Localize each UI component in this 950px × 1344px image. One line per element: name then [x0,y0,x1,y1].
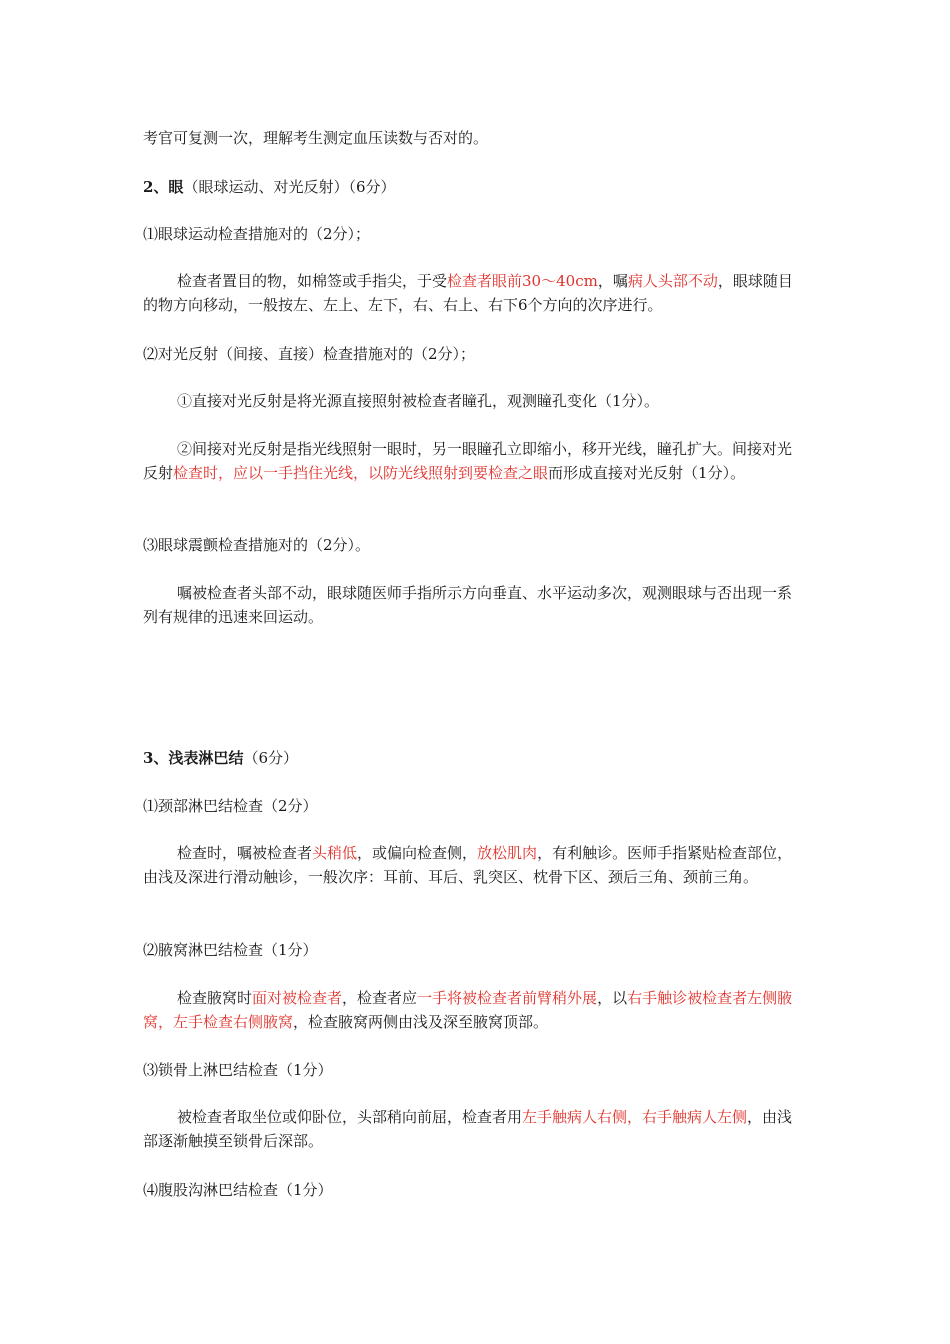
body-text: ，或偏向检查侧， [357,844,478,862]
highlighted-text: 一手将被检查者前臂稍外展 [417,989,598,1007]
section-3-item-2-body [143,986,803,1034]
body-text: 检查者置目的物，如棉签或手指尖，于受 [177,272,448,290]
highlighted-text: 检查者眼前30～40cm [447,272,598,290]
highlighted-text: 病人头部不动 [627,272,718,290]
section-3-item-1-title: ⑴颈部淋巴结检查（2分） [143,797,318,815]
body-text: 检查腋窝时 [177,989,253,1007]
body-text: ②间接对光反射是指光线照射一眼时，另一眼瞳孔立即缩小，移开光线，瞳孔扩大。间接对光反射 [143,440,793,482]
section-3-item-4-title: ⑷腹股沟淋巴结检查（1分） [143,1181,333,1199]
section-2-number: 2、眼 [143,178,184,196]
body-text: 而形成直接对光反射（1分）。 [548,464,746,482]
section-3-item-3-body [143,1105,803,1153]
body-text: ，由浅部逐渐触摸至锁骨后深部。 [143,1108,793,1150]
section-3-number: 3、浅表淋巴结 [143,749,244,767]
section-2-item-2-direct: ①直接对光反射是将光源直接照射被检查者瞳孔，观测瞳孔变化（1分）。 [177,392,660,410]
section-3-item-3-title: ⑶锁骨上淋巴结检查（1分） [143,1061,333,1079]
body-text: 被检查者取坐位或仰卧位，头部稍向前屈，检查者用 [177,1108,523,1126]
body-text: ，嘱 [597,272,628,290]
section-3-item-2-title: ⑵腋窝淋巴结检查（1分） [143,941,318,959]
section-2-item-1-body [143,269,803,317]
section-2-item-2-indirect [143,437,803,485]
body-text: ，眼球随目的物方向移动，一般按左、左上、左下，右、右上、右下6个方向的次序进行。 [143,272,793,314]
highlighted-text: 放松肌肉 [477,844,538,862]
highlighted-text: 右手触诊被检查者左侧腋窝，左手检查右侧腋窝 [143,989,793,1031]
section-2-detail: （眼球运动、对光反射）（6分） [183,178,396,196]
body-text: 检查时，嘱被检查者 [177,844,313,862]
section-3-item-1-body [143,841,803,889]
section-2-item-1-title: ⑴眼球运动检查措施对的（2分）； [143,225,371,243]
body-text: ，检查者应 [342,989,418,1007]
section-2-item-3-title: ⑶眼球震颤检查措施对的（2分）。 [143,536,371,554]
section-3-detail: （6分） [243,749,298,767]
section-2-item-2-title: ⑵对光反射（间接、直接）检查措施对的（2分）； [143,345,476,363]
section-2-item-3-body: 嘱被检查者头部不动，眼球随医师手指所示方向垂直、水平运动多次，观测眼球与否出现一系列有规律的迅速来回运动。 [143,584,793,626]
section-2-heading [143,175,813,199]
body-text: ，有利触诊。医师手指紧贴检查部位，由浅及深进行滑动触诊，一般次序：耳前、耳后、乳突区、枕骨下区、颈后三角、颈前三角。 [143,844,793,886]
intro-line: 考官可复测一次，理解考生测定血压读数与否对的。 [143,129,489,147]
body-text: ，检查腋窝两侧由浅及深至腋窝顶部。 [293,1013,549,1031]
highlighted-text: 检查时，应以一手挡住光线，以防光线照射到要检查之眼 [173,464,549,482]
body-text: ，以 [597,989,628,1007]
highlighted-text: 面对被检查者 [252,989,343,1007]
highlighted-text: 左手触病人右侧，右手触病人左侧 [522,1108,748,1126]
section-3-heading [143,746,813,770]
highlighted-text: 头稍低 [312,844,358,862]
